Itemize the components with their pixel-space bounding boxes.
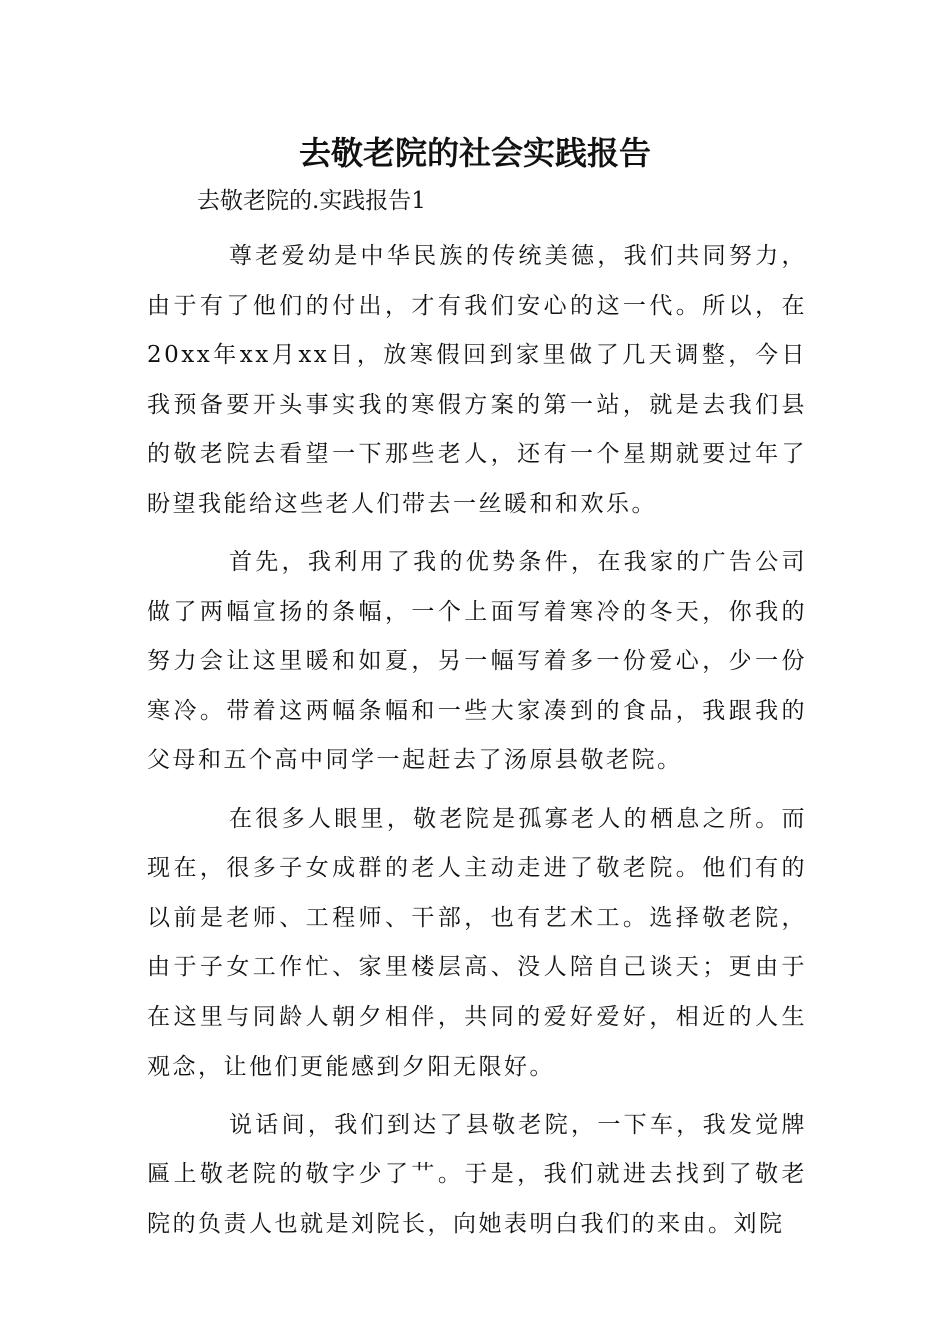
paragraph: 尊老爱幼是中华民族的传统美德，我们共同努力，由于有了他们的付出，才有我们安心的这一代。所以，在20xx年xx月xx日，放寒假回到家里做了几天调整，今日我预备要开头事实我的寒假方案的第一站，就是去我们县的敬老院去看望一下那些老人，还有一个星期就要过年了盼望我能给这些老人们带去一丝暖和和欢乐。 xyxy=(147,243,807,517)
paragraph: 在很多人眼里，敬老院是孤寡老人的栖息之所。而现在，很多子女成群的老人主动走进了敬老院。他们有的以前是老师、工程师、干部，也有艺术工。选择敬老院，由于子女工作忙、家里楼层高、没人陪自己谈天；更由于在这里与同龄人朝夕相伴，共同的爱好爱好，相近的人生观念，让他们更能感到夕阳无限好。 xyxy=(147,805,807,1080)
document-subtitle: 去敬老院的.实践报告1 xyxy=(197,188,426,214)
document-body xyxy=(147,232,807,1258)
document-title: 去敬老院的社会实践报告 xyxy=(298,134,651,172)
paragraph: 首先，我利用了我的优势条件，在我家的广告公司做了两幅宣扬的条幅，一个上面写着寒冷的冬天，你我的努力会让这里暖和如夏，另一幅写着多一份爱心，少一份寒冷。带着这两幅条幅和一些大家凑到的食品，我跟我的父母和五个高中同学一起赶去了汤原县敬老院。 xyxy=(147,549,807,774)
paragraph: 说话间，我们到达了县敬老院，一下车，我发觉牌匾上敬老院的敬字少了艹。于是，我们就进去找到了敬老院的负责人也就是刘院长，向她表明白我们的来由。刘院 xyxy=(147,1111,807,1237)
